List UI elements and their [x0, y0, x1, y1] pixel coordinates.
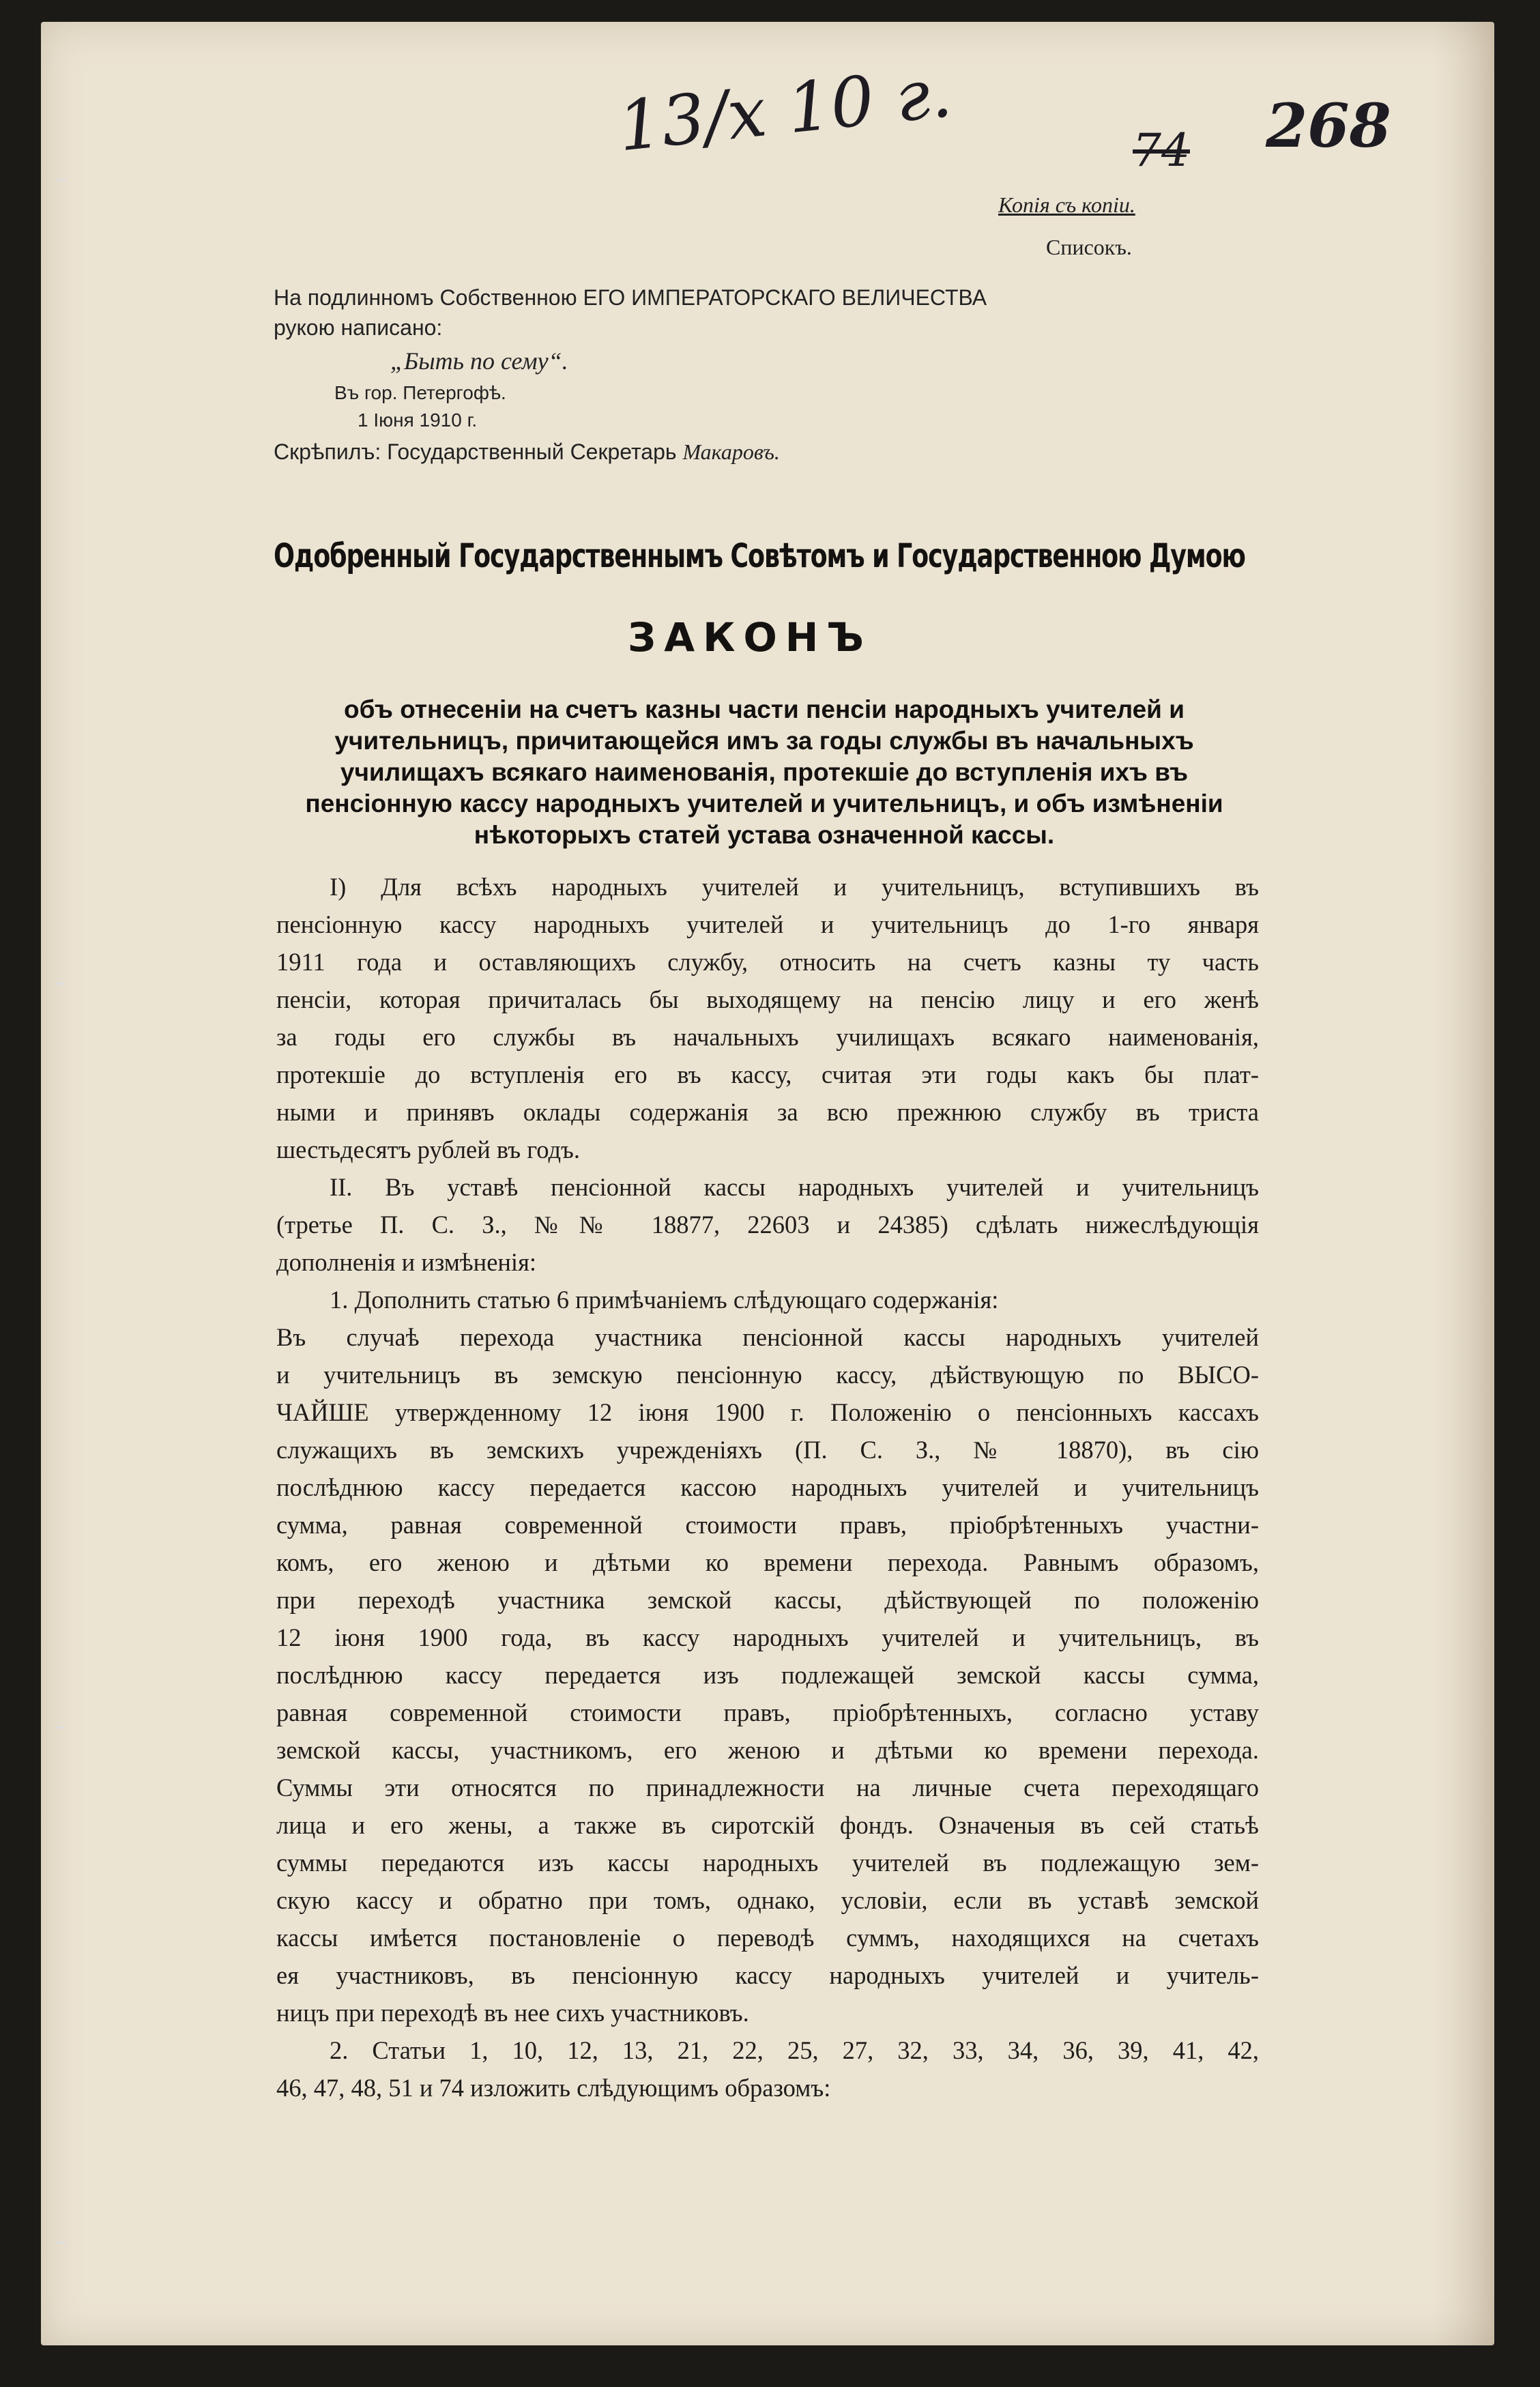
law-subtitle-line: учительницъ, причитающейся имъ за годы службы въ начальныхъ: [334, 727, 1194, 755]
body-line: I) Для всѣхъ народныхъ учителей и учительницъ, вступившихъ въ: [330, 873, 1259, 901]
copy-note: Копія съ копіи.: [998, 192, 1135, 217]
body-line: 2. Статьи 1, 10, 12, 13, 21, 22, 25, 27, 32, 33, 34, 36, 39, 41, 42,: [330, 2036, 1259, 2064]
law-title: ЗАКОНЪ: [628, 614, 872, 661]
body-line: равная современной стоимости правъ, пріобрѣтенныхъ, согласно уставу: [276, 1698, 1259, 1726]
imperial-resolution: „Быть по сему“.: [390, 347, 568, 375]
body-line: дополненія и измѣненія:: [276, 1248, 537, 1276]
body-line: (третье П. С. З., №№ 18877, 22603 и 24385) сдѣлать нижеслѣдующія: [276, 1211, 1259, 1239]
body-line: за годы его службы въ начальныхъ училищахъ всякаго наименованія,: [276, 1023, 1259, 1051]
handwritten-date: 13/х 10 г.: [614, 52, 956, 167]
body-line: шестьдесятъ рублей въ годъ.: [276, 1135, 581, 1163]
law-subtitle-line: училищахъ всякаго наименованія, протекшіе до вступленія ихъ въ: [340, 758, 1189, 786]
body-line: II. Въ уставѣ пенсіонной кассы народныхъ учителей и учительницъ: [330, 1173, 1259, 1201]
handwritten-sheet-number: 268: [1266, 90, 1391, 161]
law-subtitle-line: объ отнесеніи на счетъ казны части пенсіи народныхъ учителей и: [344, 695, 1185, 723]
body-line: пенсіи, которая причиталась бы выходящему на пенсію лицу и его женѣ: [276, 985, 1259, 1013]
body-line: Суммы эти относятся по принадлежности на личные счета переходящаго: [276, 1774, 1259, 1802]
body-line: послѣднюю кассу передается кассою народныхъ учителей и учительницъ: [276, 1473, 1259, 1501]
law-subtitle-line: пенсіонную кассу народныхъ учителей и учительницъ, и объ измѣненіи: [305, 790, 1223, 818]
body-line: 46, 47, 48, 51 и 74 изложить слѣдующимъ образомъ:: [276, 2074, 831, 2102]
body-line: послѣднюю кассу передается изъ подлежащей земской кассы сумма,: [276, 1661, 1259, 1689]
binding-mark: [56, 983, 66, 985]
place-note: Въ гор. Петергофѣ.: [334, 382, 506, 403]
body-line: протекшіе до вступленія его въ кассу, считая эти годы какъ бы плат-: [276, 1060, 1259, 1088]
countersigned-label: Скрѣпилъ: Государственный Секретарь: [274, 439, 677, 464]
body-line: ЧАЙШЕ утвержденному 12 іюня 1900 г. Положенію о пенсіонныхъ кассахъ: [276, 1398, 1259, 1426]
body-line: при переходѣ участника земской кассы, дѣйствующей по положенію: [276, 1586, 1259, 1614]
original-note-line-2: рукою написано:: [274, 315, 443, 340]
secretary-name: Макаровъ.: [682, 439, 780, 464]
body-line: ницъ при переходѣ въ нее сихъ участниковъ.: [276, 1999, 749, 2027]
body-line: 1. Дополнить статью 6 примѣчаніемъ слѣдующаго содержанія:: [330, 1286, 999, 1314]
body-line: суммы передаются изъ кассы народныхъ учителей въ подлежащую зем-: [276, 1849, 1259, 1877]
body-line: комъ, его женою и дѣтьми ко времени перехода. Равнымъ образомъ,: [276, 1548, 1259, 1576]
list-note: Списокъ.: [1046, 235, 1132, 259]
law-title-approved: Одобренный Государственнымъ Совѣтомъ и Государственною Думою: [274, 537, 1245, 575]
body-line: сумма, равная современной стоимости правъ, пріобрѣтенныхъ участни-: [276, 1511, 1259, 1539]
body-line: и учительницъ въ земскую пенсіонную кассу, дѣйствующую по ВЫСО-: [276, 1361, 1259, 1389]
body-line: земской кассы, участникомъ, его женою и дѣтьми ко времени перехода.: [276, 1736, 1259, 1764]
body-line: служащихъ въ земскихъ учрежденіяхъ (П. С. З., № 18870), въ сію: [276, 1436, 1259, 1464]
original-note-line-1: На подлинномъ Собственною ЕГО ИМПЕРАТОРСКАГО ВЕЛИЧЕСТВА: [274, 285, 987, 310]
body-line: пенсіонную кассу народныхъ учителей и учительницъ до 1-го января: [276, 910, 1259, 938]
countersigned-note: [274, 439, 780, 465]
body-line: 12 іюня 1900 года, въ кассу народныхъ учителей и учительницъ, въ: [276, 1623, 1259, 1651]
binding-mark: [56, 179, 66, 181]
handwritten-crossed-number: 74: [1133, 124, 1190, 177]
body-line: скую кассу и обратно при томъ, однако, условіи, если въ уставѣ земской: [276, 1886, 1259, 1914]
binding-mark: [56, 2242, 66, 2244]
body-line: Въ случаѣ перехода участника пенсіонной кассы народныхъ учителей: [276, 1323, 1259, 1351]
document-page: [41, 22, 1494, 2345]
date-note: 1 Іюня 1910 г.: [358, 409, 478, 431]
body-line: лица и его жены, а также въ сиротскій фондъ. Означеныя въ сей статьѣ: [276, 1811, 1259, 1839]
binding-mark: [56, 1726, 66, 1728]
law-subtitle: [259, 694, 1269, 851]
law-body: [276, 868, 1259, 2107]
body-line: кассы имѣется постановленіе о переводѣ суммъ, находящихся на счетахъ: [276, 1924, 1259, 1952]
law-subtitle-line: нѣкоторыхъ статей устава означенной кассы.: [474, 821, 1055, 849]
body-line: ными и принявъ оклады содержанія за всю прежнюю службу въ триста: [276, 1098, 1259, 1126]
body-line: 1911 года и оставляющихъ службу, относить на счетъ казны ту часть: [276, 948, 1259, 976]
body-line: ея участниковъ, въ пенсіонную кассу народныхъ учителей и учитель-: [276, 1961, 1259, 1989]
